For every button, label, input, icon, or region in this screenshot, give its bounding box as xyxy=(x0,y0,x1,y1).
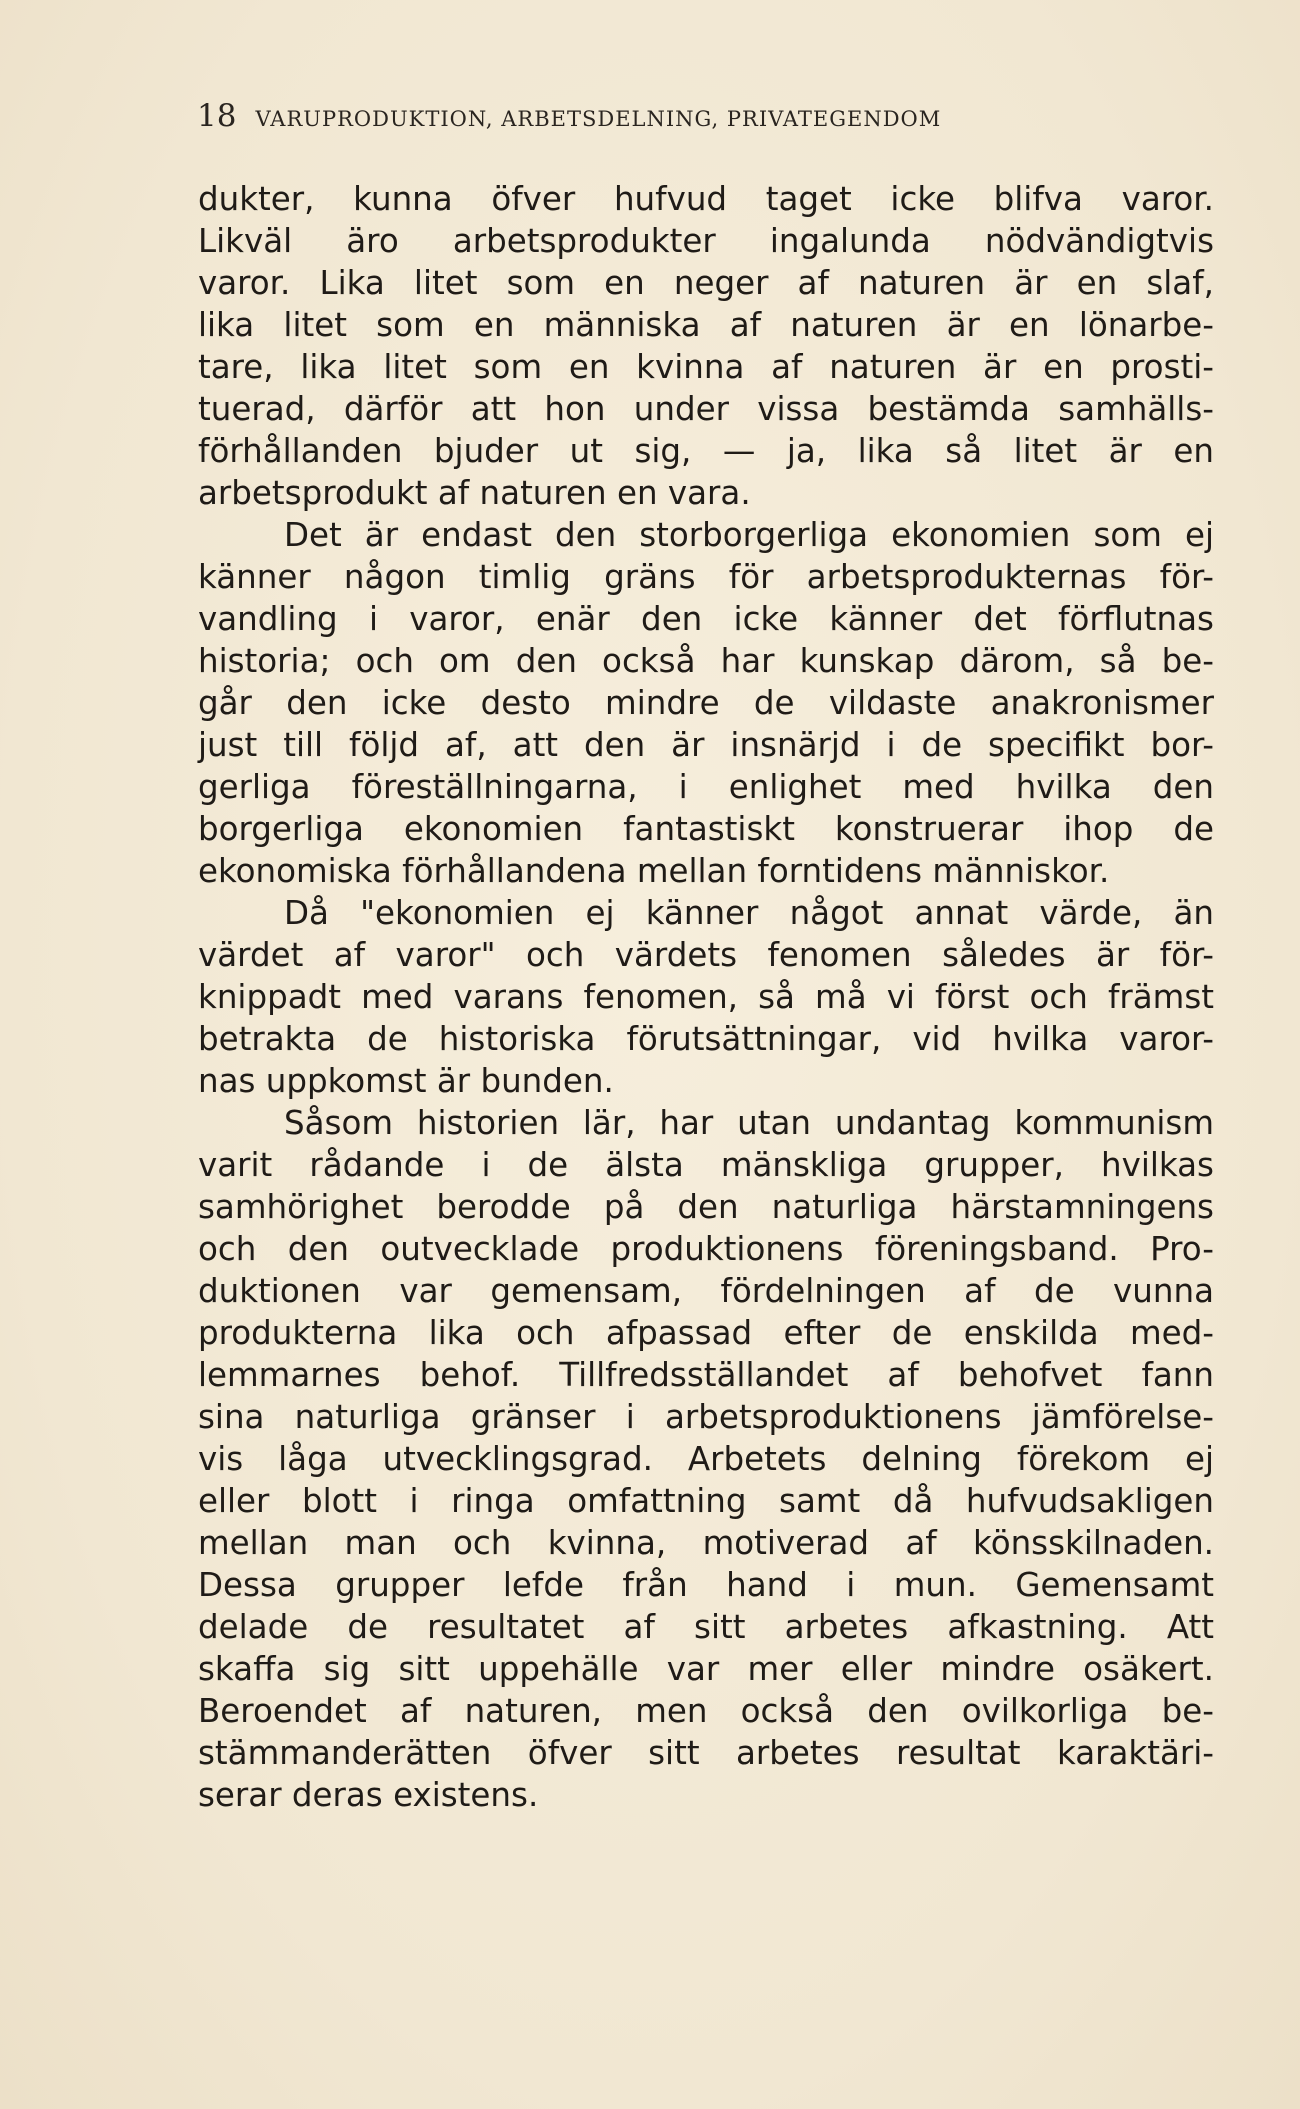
text-line: Dessa grupper lefde från hand i mun. Gemensamt xyxy=(198,1566,1214,1604)
text-line: betrakta de historiska förutsättningar, vid hvilka varor- xyxy=(198,1020,1214,1058)
text-line: historia; och om den också har kunskap därom, så be- xyxy=(198,642,1214,680)
text-line: eller blott i ringa omfattning samt då hufvudsakligen xyxy=(198,1482,1214,1520)
text-line: just till följd af, att den är insnärjd i de specifikt bor- xyxy=(198,726,1214,764)
running-head xyxy=(197,98,1157,138)
text-line: borgerliga ekonomien fantastiskt konstruerar ihop de xyxy=(198,810,1214,848)
paragraph-start-line: Såsom historien lär, har utan undantag kommunism xyxy=(284,1104,1214,1142)
text-line: Likväl äro arbetsprodukter ingalunda nödvändigtvis xyxy=(198,222,1214,260)
text-line: vis låga utvecklingsgrad. Arbetets delning förekom ej xyxy=(198,1440,1214,1478)
text-line: duktionen var gemensam, fördelningen af de vunna xyxy=(198,1272,1214,1310)
text-line: lemmarnes behof. Tillfredsställandet af behofvet fann xyxy=(198,1356,1214,1394)
text-line: knippadt med varans fenomen, så må vi först och främst xyxy=(198,978,1214,1016)
text-line: förhållanden bjuder ut sig, — ja, lika så litet är en xyxy=(198,432,1214,470)
text-line: delade de resultatet af sitt arbetes afkastning. Att xyxy=(198,1608,1214,1646)
text-line: varor. Lika litet som en neger af naturen är en slaf, xyxy=(198,264,1214,302)
text-line: tuerad, därför att hon under vissa bestämda samhälls- xyxy=(198,390,1214,428)
text-line: Beroendet af naturen, men också den ovilkorliga be- xyxy=(198,1692,1214,1730)
text-line: serar deras existens. xyxy=(198,1776,539,1814)
paragraph-start-line: Då "ekonomien ej känner något annat värde, än xyxy=(284,894,1214,932)
text-line: tare, lika litet som en kvinna af naturen är en prosti- xyxy=(198,348,1214,386)
text-line: samhörighet berodde på den naturliga härstamningens xyxy=(198,1188,1214,1226)
text-line: varit rådande i de älsta mänskliga grupper, hvilkas xyxy=(198,1146,1214,1184)
page-number: 18 xyxy=(197,98,237,134)
text-line: värdet af varor" och värdets fenomen således är för- xyxy=(198,936,1214,974)
text-line: stämmanderätten öfver sitt arbetes resultat karaktäri- xyxy=(198,1734,1214,1772)
text-line: dukter, kunna öfver hufvud taget icke blifva varor. xyxy=(198,180,1214,218)
text-line: vandling i varor, enär den icke känner det förflutnas xyxy=(198,600,1214,638)
text-line: gerliga föreställningarna, i enlighet med hvilka den xyxy=(198,768,1214,806)
text-line: nas uppkomst är bunden. xyxy=(198,1062,614,1100)
text-line: produkterna lika och afpassad efter de enskilda med- xyxy=(198,1314,1214,1352)
text-line: ekonomiska förhållandena mellan forntidens människor. xyxy=(198,852,1110,890)
text-line: arbetsprodukt af naturen en vara. xyxy=(198,474,751,512)
text-line: mellan man och kvinna, motiverad af könsskilnaden. xyxy=(198,1524,1214,1562)
text-line: och den outvecklade produktionens föreningsband. Pro- xyxy=(198,1230,1214,1268)
body-text xyxy=(198,178,1214,1816)
text-line: går den icke desto mindre de vildaste anakronismer xyxy=(198,684,1214,722)
text-line: känner någon timlig gräns för arbetsprodukternas för- xyxy=(198,558,1214,596)
text-line: sina naturliga gränser i arbetsproduktionens jämförelse- xyxy=(198,1398,1214,1436)
paragraph-start-line: Det är endast den storborgerliga ekonomien som ej xyxy=(284,516,1214,554)
running-title: VARUPRODUKTION, ARBETSDELNING, PRIVATEGENDOM xyxy=(255,107,942,131)
text-line: lika litet som en människa af naturen är en lönarbe- xyxy=(198,306,1214,344)
text-line: skaffa sig sitt uppehälle var mer eller mindre osäkert. xyxy=(198,1650,1214,1688)
